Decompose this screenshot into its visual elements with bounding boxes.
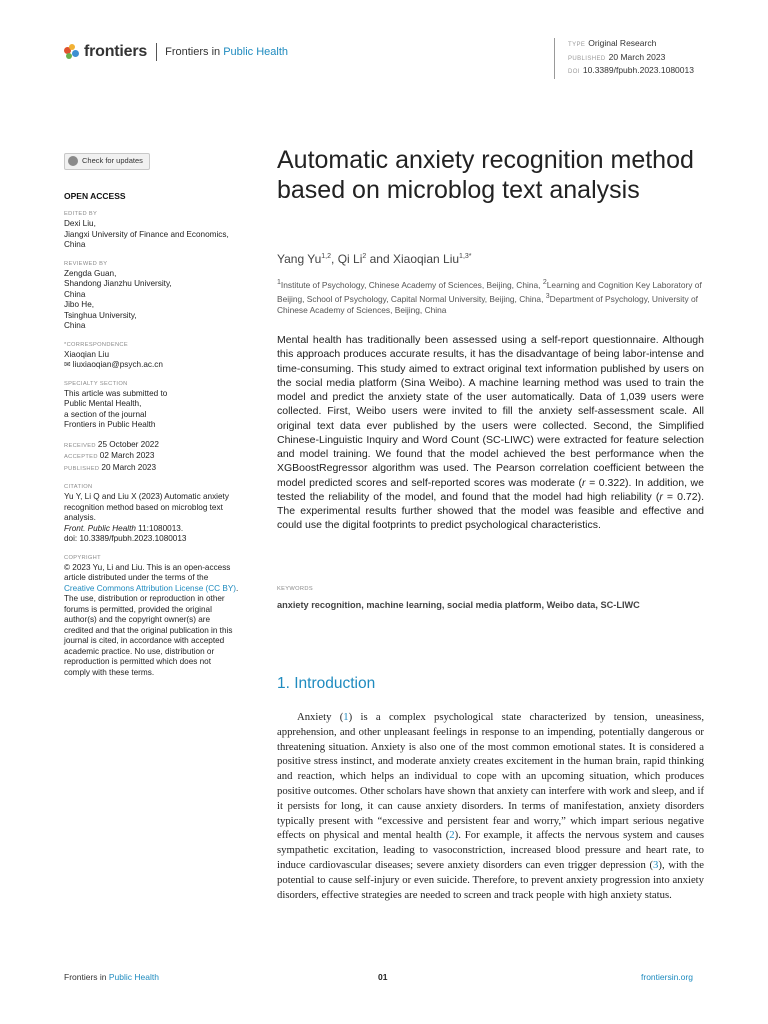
copyright-label: COPYRIGHT bbox=[64, 554, 101, 561]
specialty-line: This article was submitted to bbox=[64, 388, 168, 398]
introduction-paragraph bbox=[277, 710, 704, 902]
edited-by bbox=[64, 219, 260, 251]
copyright-line: reproduction is permitted which does not bbox=[64, 657, 211, 667]
journal-prefix: Frontiers in bbox=[165, 46, 221, 58]
abstract bbox=[277, 333, 704, 533]
affil-sup: 1 bbox=[277, 279, 281, 286]
author-name[interactable]: Yang Yu bbox=[277, 252, 322, 266]
copyright bbox=[64, 563, 260, 679]
abstract-text: Mental health has traditionally been assessed using a self-report questionnaire. Although this approach produces accurate results, it has the disadvantage of being labor-intense and time-consuming. This study aimed to extract original text information published by users on the social media platform (Sina Weibo). A machine learning method was used to train the model and predict the anxiety state of the user automatically. Data of 1,039 users were collected. First, Weibo users were invited to fill the anxiety self-assessment scale. All original text data ever published by the users were collected. Second, the Simplified Chinese-Linguistic Inquiry and Word Count (SC-LIWC) were extracted for feature selection and model training. We found that the model achieved the best performance when the XGBoostRegressor algorithm was used. The Pearson correlation coefficient between the model predicted scores and self-reported scores was moderate ( bbox=[277, 334, 704, 489]
copyright-line: © 2023 Yu, Li and Liu. This is an open-access bbox=[64, 562, 231, 572]
check-updates-button[interactable] bbox=[64, 153, 150, 170]
logo-divider bbox=[156, 43, 157, 61]
reviewed-by bbox=[64, 269, 260, 332]
citation-line: recognition method based on microblog text bbox=[64, 502, 223, 512]
citation-line: Yu Y, Li Q and Liu X (2023) Automatic anxiety bbox=[64, 492, 229, 502]
abstract-symbol: r bbox=[582, 476, 586, 489]
affiliation: Department of Psychology, University of Chinese Academy of Sciences, Beijing, China bbox=[277, 293, 698, 316]
abstract-symbol: r bbox=[659, 490, 663, 503]
reference-link[interactable]: 2 bbox=[449, 829, 455, 842]
brand-name: frontiers bbox=[84, 43, 148, 60]
copyright-link-end: . bbox=[236, 583, 239, 593]
date-value: 20 March 2023 bbox=[101, 462, 157, 472]
correspondence bbox=[64, 350, 260, 371]
author-name[interactable]: Xiaoqian Liu bbox=[392, 252, 460, 266]
date-accepted bbox=[64, 451, 260, 463]
copyright-line: comply with these terms. bbox=[64, 667, 155, 677]
footer-journal bbox=[64, 972, 159, 982]
reference-link[interactable]: 3 bbox=[653, 858, 659, 871]
date-key: PUBLISHED bbox=[64, 465, 100, 472]
correspondence-name: Xiaoqian Liu bbox=[64, 349, 110, 359]
citation-label: CITATION bbox=[64, 484, 93, 491]
introduction-body bbox=[277, 710, 704, 902]
body-text: ), with the potential to cause self-injury or even suicide. Therefore, to prevent anxiety progression into anxiety disorders, effective strategies are needed to screen and track people with high anxiety status. bbox=[277, 858, 704, 901]
article-meta bbox=[554, 38, 694, 79]
meta-published bbox=[568, 52, 694, 66]
copyright-line: The use, distribution or reproduction in other bbox=[64, 594, 225, 604]
date-published bbox=[64, 463, 260, 475]
footer-journal-prefix: Frontiers in bbox=[64, 972, 109, 982]
author-sep: , bbox=[331, 252, 338, 266]
editor-line: Dexi Liu, bbox=[64, 219, 96, 229]
edited-by-label: EDITED BY bbox=[64, 211, 98, 218]
reviewer-line: Tsinghua University, bbox=[64, 310, 137, 320]
correspondence-email[interactable]: liuxiaoqian@psych.ac.cn bbox=[72, 360, 163, 370]
keywords-label: KEYWORDS bbox=[277, 586, 313, 592]
page-number: 01 bbox=[378, 972, 388, 982]
meta-type bbox=[568, 38, 694, 52]
copyright-line: academic practice. No use, distribution or bbox=[64, 646, 215, 656]
reviewer-line: Shandong Jianzhu University, bbox=[64, 279, 172, 289]
reviewed-by-label: REVIEWED BY bbox=[64, 260, 108, 267]
citation bbox=[64, 492, 260, 545]
specialty-label: SPECIALTY SECTION bbox=[64, 380, 128, 387]
specialty-line: Frontiers in Public Health bbox=[64, 420, 156, 430]
citation-journal-line bbox=[64, 524, 260, 535]
author-affil-sup: 1,3* bbox=[459, 253, 472, 260]
citation-journal: Front. Public Health bbox=[64, 523, 136, 533]
check-updates-label: Check for updates bbox=[82, 156, 143, 165]
section-heading-introduction: 1. Introduction bbox=[277, 675, 376, 692]
citation-volume: 11:1080013. bbox=[135, 523, 184, 533]
mail-icon: ✉ bbox=[64, 360, 71, 370]
specialty-line: a section of the journal bbox=[64, 409, 147, 419]
correspondence-label: *CORRESPONDENCE bbox=[64, 341, 129, 348]
journal-logo[interactable] bbox=[64, 42, 288, 62]
reviewer-line: China bbox=[64, 289, 86, 299]
cc-by-license-link[interactable]: Creative Commons Attribution License (CC BY) bbox=[64, 583, 237, 593]
frontiers-logo-icon bbox=[64, 44, 80, 60]
article-title: Automatic anxiety recognition method based on microblog text analysis bbox=[277, 146, 694, 204]
author-affil-sup: 1,2 bbox=[321, 253, 332, 260]
keywords: anxiety recognition, machine learning, social media platform, Weibo data, SC-LIWC bbox=[277, 600, 640, 610]
body-text: ) is a complex psychological state characterized by tension, uneasiness, apprehension, and other unpleasant feelings in response to an impending, potentially dangerous or threatening situation. Anxiety is also one of the most common emotional states. It is considered a positive stress instinct, and moderate anxiety creates excitement in the human brain, rapid thinking and reaction, which helps an individual to cope with an upcoming situation, which produces positive outcomes. Other scholars have shown that anxiety can interfere with work and sleep, and if it persists for long, it can cause anxiety disorders. In terms of manifestation, anxiety disorders typically present with “excessive and persistent fear and worry,” which impart serious negative effects on physical and mental health ( bbox=[277, 711, 704, 842]
copyright-line: credited and that the original publication in this bbox=[64, 625, 233, 635]
citation-doi[interactable]: doi: 10.3389/fpubh.2023.1080013 bbox=[64, 534, 187, 544]
affiliations bbox=[277, 277, 707, 316]
refresh-icon bbox=[68, 156, 78, 166]
date-key: RECEIVED bbox=[64, 442, 96, 449]
copyright-line: article distributed under the terms of the bbox=[64, 573, 209, 583]
dates bbox=[64, 440, 260, 475]
date-key: ACCEPTED bbox=[64, 454, 98, 461]
date-value: 02 March 2023 bbox=[99, 451, 155, 461]
editor-line: China bbox=[64, 240, 86, 250]
affil-sup: 2 bbox=[542, 279, 547, 286]
open-access-label: OPEN ACCESS bbox=[64, 190, 126, 201]
copyright-line: author(s) and the copyright owner(s) are bbox=[64, 615, 211, 625]
copyright-line: journal is cited, in accordance with accepted bbox=[64, 636, 225, 646]
author-name[interactable]: Qi Li bbox=[337, 252, 363, 266]
author-sep: and bbox=[366, 252, 393, 266]
meta-doi[interactable] bbox=[568, 65, 694, 79]
abstract-text: = 0.322). In addition, we tested the reliability of the model, and found that the model had high reliability ( bbox=[277, 476, 704, 503]
affiliation: Learning and Cognition Key Laboratory of Beijing, School of Psychology, Capital Normal University, Beijing, China, bbox=[277, 279, 702, 304]
reviewer-line: Zengda Guan, bbox=[64, 268, 117, 278]
reviewer-line: China bbox=[64, 321, 86, 331]
editor-line: Jiangxi University of Finance and Economics, bbox=[64, 229, 229, 239]
journal-name-accent: Public Health bbox=[223, 46, 289, 58]
journal-name bbox=[165, 46, 288, 58]
reference-link[interactable]: 1 bbox=[343, 711, 349, 723]
copyright-link-line bbox=[64, 584, 260, 595]
meta-key: DOI bbox=[568, 69, 580, 75]
meta-key: PUBLISHED bbox=[568, 55, 606, 62]
citation-line: analysis. bbox=[64, 513, 96, 523]
affil-sup: 3 bbox=[545, 293, 550, 301]
specialty-section bbox=[64, 389, 260, 431]
affiliation: Institute of Psychology, Chinese Academy of Sciences, Beijing, China, bbox=[280, 279, 543, 290]
footer-site-link[interactable]: frontiersin.org bbox=[641, 972, 693, 982]
footer-journal-name: Public Health bbox=[108, 972, 159, 982]
copyright-line: forums is permitted, provided the original bbox=[64, 604, 212, 614]
date-received bbox=[64, 440, 260, 452]
meta-key: TYPE bbox=[568, 42, 586, 48]
correspondence-email-row[interactable] bbox=[64, 360, 260, 371]
specialty-line: Public Mental Health, bbox=[64, 399, 142, 409]
date-value: 25 October 2022 bbox=[97, 439, 159, 449]
author-list bbox=[277, 252, 472, 266]
meta-value: 20 March 2023 bbox=[608, 51, 666, 62]
reviewer-line: Jibo He, bbox=[64, 300, 95, 310]
author-affil-sup: 2 bbox=[362, 253, 367, 260]
abstract-text: = 0.72). The experimental results further showed that the model was feasible and effective and could use the digital footprints to predict psychological characteristics. bbox=[277, 490, 704, 532]
body-text: ). For example, it affects the nervous system and causes sympathetic excitation, leading to vasoconstriction, increased blood pressure and heart rate, to induce cardiovascular diseases; severe anxiety disorders can even trigger depression ( bbox=[277, 829, 704, 871]
body-text: Anxiety ( bbox=[297, 711, 344, 723]
meta-value[interactable]: 10.3389/fpubh.2023.1080013 bbox=[582, 65, 694, 75]
sidebar bbox=[64, 153, 260, 678]
meta-value: Original Research bbox=[588, 38, 657, 48]
